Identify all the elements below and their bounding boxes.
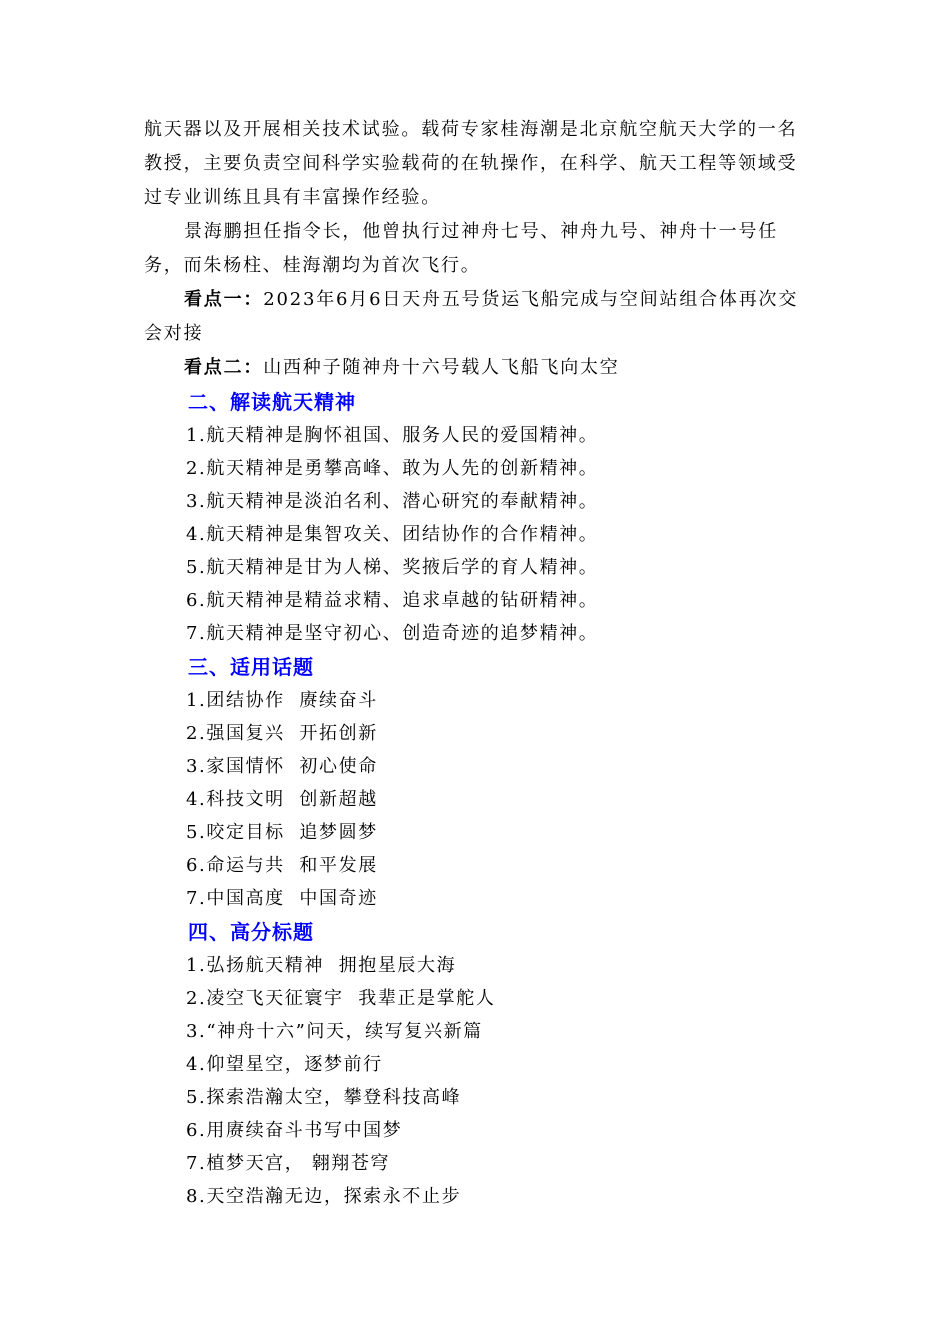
list-item: 3.航天精神是淡泊名利、潜心研究的奉献精神。 [186,491,599,512]
section-heading-topics: 三、适用话题 [188,655,314,679]
list-item: 2.凌空飞天征寰宇 我辈正是掌舵人 [186,988,496,1009]
section-heading-spirit: 二、解读航天精神 [188,390,356,414]
list-item: 2.航天精神是勇攀高峰、敢为人先的创新精神。 [186,458,599,479]
list-item: 1.弘扬航天精神 拥抱星辰大海 [186,955,457,976]
intro-paragraph: 航天器以及开展相关技术试验。载荷专家桂海潮是北京航空航天大学的一名教授，主要负责空间科学实验载荷的在轨操作，在科学、航天工程等领域受过专业训练且具有丰富操作经验。 [144,119,798,208]
highlight-two [144,351,808,385]
highlight-one-label: 看点一： [184,289,264,310]
section-heading-titles: 四、高分标题 [188,920,314,944]
list-item: 3.家国情怀 初心使命 [186,756,378,777]
list-item: 6.航天精神是精益求精、追求卓越的钻研精神。 [186,590,599,611]
list-item: 7.中国高度 中国奇迹 [186,888,378,909]
list-item: 8.天空浩瀚无边，探索永不止步 [186,1186,462,1207]
highlight-two-label: 看点二： [184,357,264,378]
list-item: 6.用赓续奋斗书写中国梦 [186,1120,403,1141]
highlight-two-text: 山西种子随神舟十六号载人飞船飞向太空 [263,357,620,378]
list-item: 4.仰望星空，逐梦前行 [186,1054,383,1075]
list-item: 5.咬定目标 追梦圆梦 [186,822,378,843]
list-item: 3.“神舟十六”问天，续写复兴新篇 [186,1021,483,1042]
list-item: 1.航天精神是胸怀祖国、服务人民的爱国精神。 [186,425,599,446]
list-item: 4.科技文明 创新超越 [186,789,378,810]
list-item: 5.探索浩瀚太空，攀登科技高峰 [186,1087,462,1108]
list-item: 6.命运与共 和平发展 [186,855,378,876]
commander-paragraph: 景海鹏担任指令长，他曾执行过神舟七号、神舟九号、神舟十一号任务，而朱杨柱、桂海潮均为首次飞行。 [144,221,778,276]
highlight-one [144,283,808,351]
list-item: 2.强国复兴 开拓创新 [186,723,378,744]
list-item: 7.植梦天宫， 翱翔苍穹 [186,1153,391,1174]
list-item: 7.航天精神是坚守初心、创造奇迹的追梦精神。 [186,623,599,644]
highlight-one-text: 2023年6月6日天舟五号货运飞船完成与空间站组合体再次交会对接 [144,289,799,344]
list-item: 4.航天精神是集智攻关、团结协作的合作精神。 [186,524,599,545]
list-item: 1.团结协作 赓续奋斗 [186,690,378,711]
list-item: 5.航天精神是甘为人梯、奖掖后学的育人精神。 [186,557,599,578]
